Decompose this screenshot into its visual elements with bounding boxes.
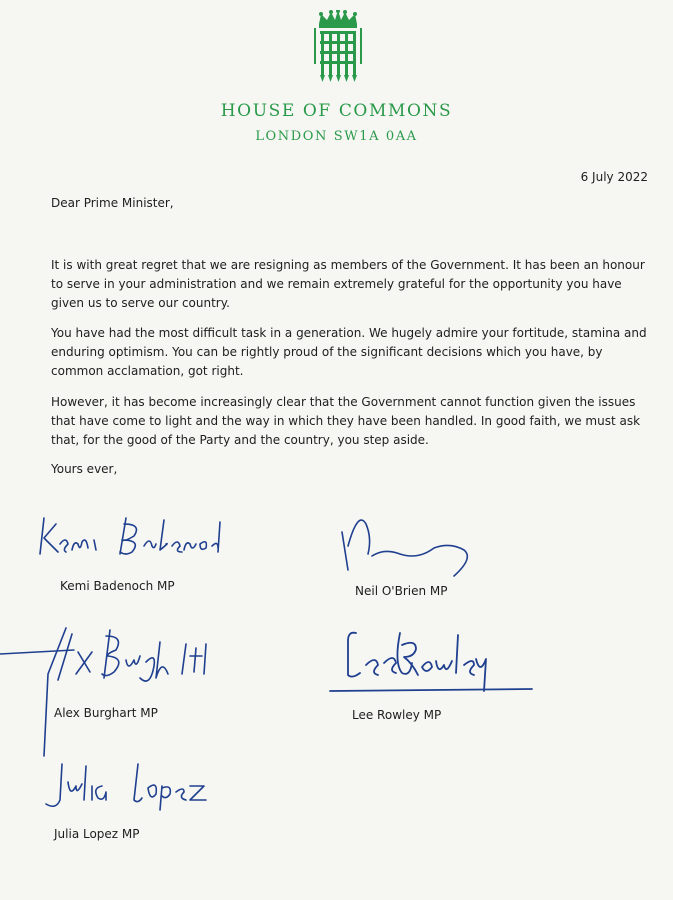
letterhead-title: HOUSE OF COMMONS	[220, 101, 453, 121]
closing: Yours ever,	[51, 462, 118, 476]
signatory-name-5: Julia Lopez MP	[54, 827, 140, 841]
signature-neil-obrien	[336, 512, 496, 582]
body-paragraph-1: It is with great regret that we are resigning as members of the Government. It has been an honour to serve in your administration and we remain extremely grateful for the opportunity you have given us to serve our country.	[51, 258, 645, 310]
signature-kemi-badenoch	[36, 510, 226, 560]
signature-julia-lopez	[40, 760, 230, 812]
salutation: Dear Prime Minister,	[51, 196, 174, 210]
signatory-name-1: Kemi Badenoch MP	[60, 579, 175, 593]
letter-date: 6 July 2022	[580, 170, 648, 184]
portcullis-crest-icon	[313, 10, 363, 84]
signatory-name-4: Lee Rowley MP	[352, 708, 442, 722]
letterhead-address: LONDON SW1A 0AA	[255, 129, 418, 144]
signatory-name-2: Neil O'Brien MP	[355, 584, 448, 598]
signatory-name-3: Alex Burghart MP	[54, 706, 158, 720]
body-paragraph-3: However, it has become increasingly clear that the Government cannot function given the issues that have come to light and the way in which they have been handled. In good faith, we must ask that, for the good of the Party and the country, you step aside.	[51, 395, 641, 447]
signature-alex-burghart	[0, 622, 250, 762]
signature-lee-rowley	[326, 627, 536, 697]
body-paragraph-2: You have had the most difficult task in a generation. We hugely admire your fortitude, stamina and enduring optimism. You can be rightly proud of the significant decisions which you have, by common acclamation, got right.	[51, 326, 647, 378]
